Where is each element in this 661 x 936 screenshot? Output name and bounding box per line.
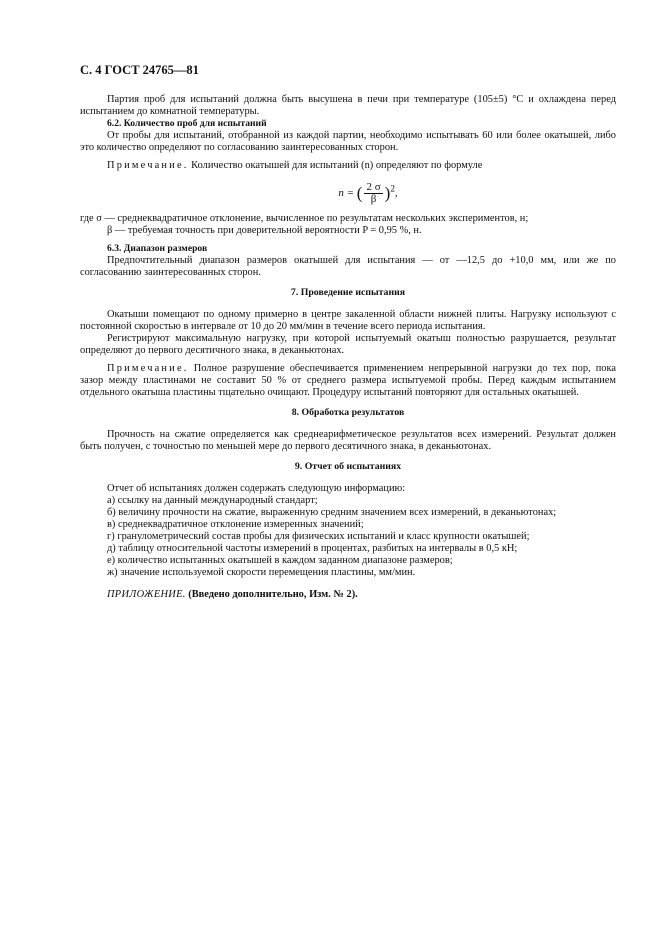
formula-tail: , — [394, 187, 398, 200]
section-6-3-title: 6.3. Диапазон размеров — [107, 243, 208, 254]
list-item: в) среднеквадратичное отклонение измеренных значений; — [107, 519, 364, 530]
section-6-3-text: Предпочтительный диапазон размеров окатышей для испытания — от —12,5 до +10,0 мм, или же по согласованию заинтересованных сторон. — [80, 255, 616, 278]
formula-exponent: 2 — [390, 183, 395, 194]
where-sigma: где σ — среднеквадратичное отклонение, вычисленное по результатам нескольких экспериментов, н; — [80, 213, 529, 224]
list-item: д) таблицу относительной частоты измерений в процентах, разбитых на интервалы в 0,5 кН; — [107, 543, 518, 554]
section-8-title: 8. Обработка результатов — [291, 407, 405, 418]
document-page — [80, 64, 616, 601]
list-item: е) количество испытанных окатышей в каждом заданном диапазоне размеров; — [107, 555, 453, 566]
section-6-2-title: 6.2. Количество проб для испытаний — [107, 118, 267, 129]
formula-numerator: 2 σ — [366, 181, 381, 193]
report-requirements-list — [80, 483, 616, 579]
section-7-paragraph-2: Регистрируют максимальную нагрузку, при которой испытуемый окатыш полностью разрушается, результат определяют до первого десятичного знака, в деканьютонах. — [80, 333, 616, 356]
section-7-paragraph-1: Окатыши помещают по одному примерно в центре закаленной области нижней плиты. Нагрузку используют с постоянной скоростью в интервале от 10 до 20 мм/мин в течение всего периода испытания. — [80, 309, 616, 332]
list-item: а) ссылку на данный международный стандарт; — [107, 495, 318, 506]
note-1 — [80, 160, 616, 172]
sample-count-formula: n = ( $\frac{2 \sigma}{\beta}$ )$^2$, — [338, 181, 398, 205]
drying-paragraph: Партия проб для испытаний должна быть высушена в печи при температуре (105±5) °С и охлаждена перед испытанием до комнатной температуры. — [80, 94, 616, 117]
list-item: б) величину прочности на сжатие, выраженную средним значением всех измерений, в деканьютонах; — [107, 507, 557, 518]
note-1-label: Примечание. — [107, 160, 189, 171]
section-9-intro: Отчет об испытаниях должен содержать следующую информацию: — [107, 483, 406, 494]
appendix-amendment: (Введено дополнительно, Изм. № 2). — [188, 589, 358, 600]
where-beta: β — требуемая точность при доверительной вероятности P = 0,95 %, н. — [107, 225, 422, 236]
section-7-title: 7. Проведение испытания — [290, 287, 406, 298]
note-1-text: Количество окатышей для испытаний (n) определяют по формуле — [191, 160, 483, 171]
section-6-2-text: От пробы для испытаний, отобранной из каждой партии, необходимо испытывать 60 или более окатышей, либо это количество определяют по согласованию заинтересованных сторон. — [80, 130, 616, 153]
formula-fraction — [364, 182, 382, 205]
note-2 — [80, 363, 616, 399]
note-2-text: Полное разрушение обеспечивается применением непрерывной нагрузки до тех пор, пока зазор между пластинами не составит 50 % от среднего размера испытуемой пробы. Перед каждым испытанием отдельного окатыша пластины тщательно очищают. Процедуру испытаний повторяют для остальных окатышей. — [80, 363, 616, 398]
page-header: С. 4 ГОСТ 24765—81 — [80, 63, 199, 77]
formula-denominator: β — [370, 193, 377, 205]
section-8-text: Прочность на сжатие определяется как среднеарифметическое результатов всех измерений. Результат должен быть получен, с точностью по меньшей мере до первого десятичного знака, в деканьютонах. — [80, 429, 616, 452]
appendix-note — [107, 589, 616, 601]
list-item: ж) значение используемой скорости перемещения пластины, мм/мин. — [107, 567, 416, 578]
note-2-label: Примечание. — [107, 363, 189, 374]
section-9-title: 9. Отчет об испытаниях — [294, 461, 402, 472]
formula-lhs: n = — [338, 187, 355, 200]
appendix-label: ПРИЛОЖЕНИЕ. — [107, 589, 186, 600]
list-item: г) гранулометрический состав пробы для физических испытаний и класс крупности окатышей; — [107, 531, 530, 542]
